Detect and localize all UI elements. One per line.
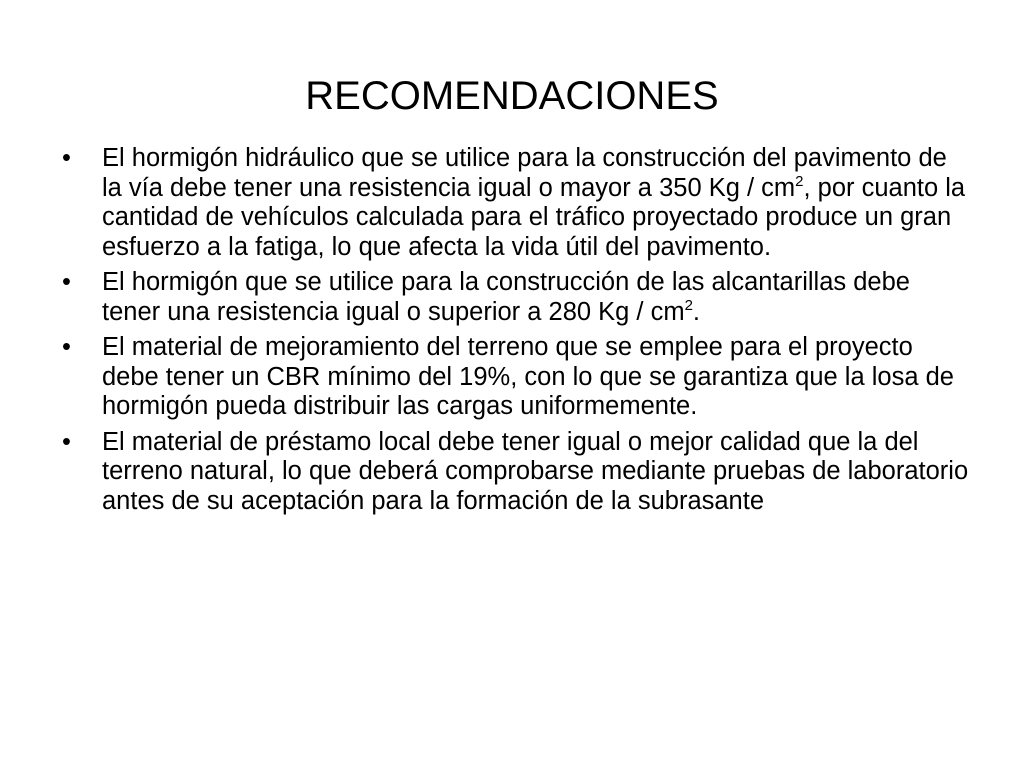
bullet-icon: • [62,268,71,296]
bullet-text: El material de préstamo local debe tener igual o mejor calidad que la del terreno natural, lo que deberá comprobarse mediante pruebas de laboratorio antes de su aceptación para la formación de la subrasante [102,427,969,515]
bullet-icon: • [62,333,71,361]
superscript: 2 [684,296,693,314]
bullet-text: El material de mejoramiento del terreno que se emplee para el proyecto debe tener un CBR mínimo del 19%, con lo que se garantiza que la losa de hormigón pueda distribuir las cargas uniformemente. [102,333,954,420]
slide-title: RECOMENDACIONES [305,74,719,118]
bullet-item [62,428,972,517]
bullet-text: El hormigón hidráulico que se utilice para la construcción del pavimento de la vía debe tener una resistencia igual o mayor a 350 Kg / cm [102,144,947,202]
bullet-text: El hormigón que se utilice para la construcción de las alcantarillas debe tener una resistencia igual o superior a 280 Kg / cm [102,268,910,326]
bullet-text-continued: . [692,297,701,326]
bullet-list [62,144,972,522]
bullet-icon: • [62,427,71,456]
bullet-item [62,144,972,262]
superscript: 2 [795,172,804,190]
bullet-item [62,268,972,327]
bullet-icon: • [62,144,71,172]
bullet-text-continued: , por cuanto la cantidad de vehículos calculada para el tráfico proyectado produce un gran esfuerzo a la fatiga, lo que afecta la vida útil del pavimento. [102,173,966,261]
bullet-item [62,333,972,422]
